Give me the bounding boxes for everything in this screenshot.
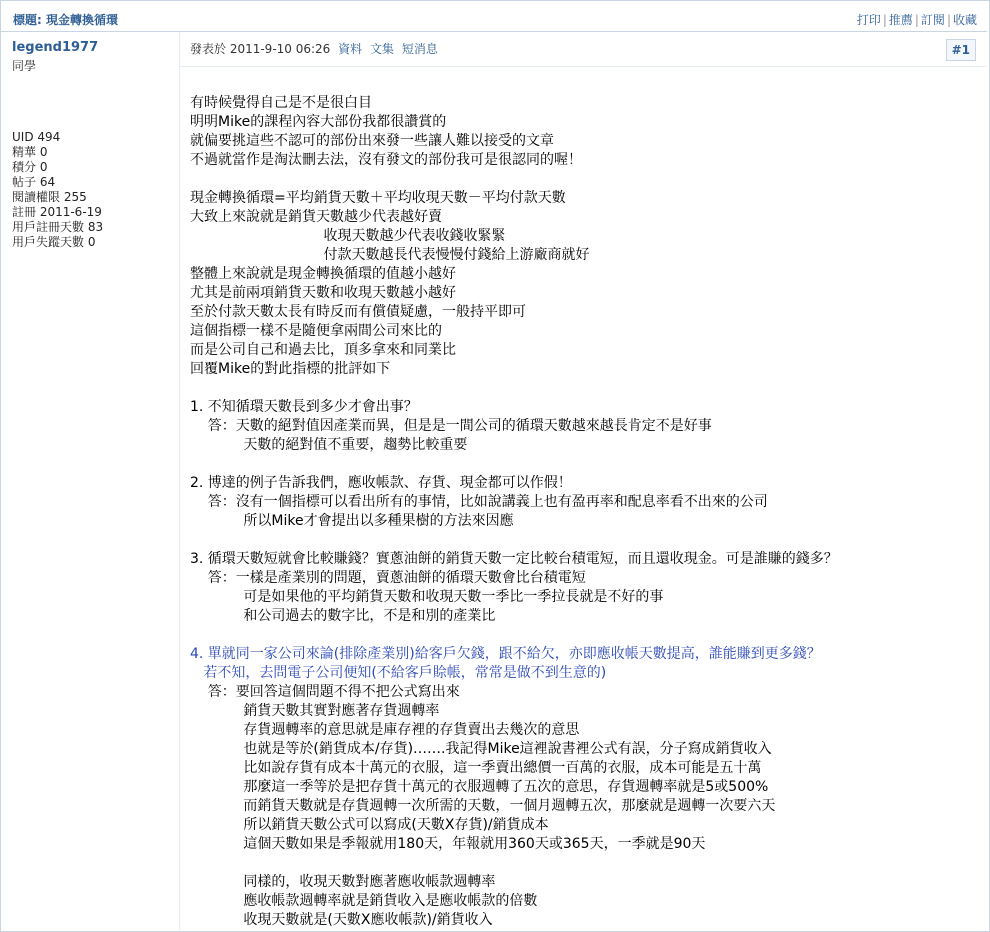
- post-body-line: [190, 626, 970, 645]
- print-link[interactable]: 打印: [856, 13, 881, 27]
- thread-title-bar: [1, 1, 987, 32]
- post-body-line: [190, 455, 970, 474]
- divider: |: [882, 13, 887, 27]
- stat-posts: 帖子 64: [12, 175, 56, 189]
- author-name[interactable]: legend1977: [12, 40, 99, 55]
- post-body-line: 明明Mike的課程內容大部份我都很讚賞的: [190, 114, 447, 130]
- profile-link[interactable]: 資料: [338, 42, 363, 56]
- subscribe-link[interactable]: 訂閱: [920, 13, 945, 27]
- post-header: [190, 40, 438, 57]
- post-body-line: 那麼這一季等於是把存貨十萬元的衣服週轉了五次的意思，存貨週轉率就是5或500%: [190, 779, 769, 795]
- post-body-line: 3. 循環天數短就會比較賺錢？實蔥油餅的銷貨天數一定比較台積電短，而且還收現金。可是誰賺的錢多？: [190, 551, 838, 567]
- post-body-line: 大致上來說就是銷貨天數越少代表越好賣: [190, 209, 442, 225]
- post-body-line: 收現天數就是(天數X應收帳款)/銷貨收入: [190, 912, 493, 928]
- post-body-line: 答：沒有一個指標可以看出所有的事情，比如說講義上也有盈再率和配息率看不出來的公司: [190, 494, 768, 510]
- post-body-line: 回覆Mike的對此指標的批評如下: [190, 361, 391, 377]
- post-body-line: 同樣的，收現天數對應著應收帳款週轉率: [190, 874, 496, 890]
- post-floor-number[interactable]: #1: [946, 39, 976, 61]
- post-body-line: 和公司過去的數字比，不是和別的產業比: [190, 608, 496, 624]
- post-body-line: 而銷貨天數就是存貨週轉一次所需的天數，一個月週轉五次，那麼就是週轉一次要六天: [190, 798, 776, 814]
- post-body-line: 就偏要挑這些不認可的部份出來發一些讓人難以接受的文章: [190, 133, 554, 149]
- post-body-line: 所以Mike才會提出以多種果樹的方法來因應: [190, 513, 514, 529]
- post-body-line: [190, 531, 970, 550]
- stat-read-permission: 閱讀權限 255: [12, 190, 87, 204]
- post-body-line: 所以銷貨天數公式可以寫成(天數X存貨)/銷貨成本: [190, 817, 549, 833]
- post-body-line: 現金轉換循環=平均銷貨天數＋平均收現天數－平均付款天數: [190, 190, 566, 206]
- thread-title: 標題: 現金轉換循環: [13, 13, 118, 27]
- thread-actions: [857, 11, 977, 28]
- post-body-line: 付款天數越長代表慢慢付錢給上游廠商就好: [190, 247, 590, 263]
- stat-digest: 精華 0: [12, 145, 48, 159]
- post-body-line: 天數的絕對值不重要，趨勢比較重要: [190, 437, 468, 453]
- post-body-line: 尤其是前兩項銷貨天數和收現天數越小越好: [190, 285, 456, 301]
- divider: |: [914, 13, 919, 27]
- post-body-line: 應收帳款週轉率就是銷貨收入是應收帳款的倍數: [190, 893, 538, 909]
- post-body-line: 存貨週轉率的意思就是庫存裡的存貨賣出去幾次的意思: [190, 722, 580, 738]
- post-body-line: 這個指標一樣不是隨便拿兩間公司來比的: [190, 323, 442, 339]
- stat-register-days: 用戶註冊天數 83: [12, 220, 104, 234]
- favorite-link[interactable]: 收藏: [952, 13, 977, 27]
- post-body-line: 也就是等於(銷貨成本/存貨)…….我記得Mike這裡說書裡公式有誤，分子寫成銷貨收入: [190, 741, 772, 757]
- post-body-line: 1. 不知循環天數長到多少才會出事？: [190, 399, 418, 415]
- recommend-link[interactable]: 推薦: [888, 13, 913, 27]
- post-body-line: [190, 170, 970, 189]
- author-stats: [12, 130, 103, 250]
- message-link[interactable]: 短消息: [401, 42, 438, 56]
- author-sidebar: [1, 32, 180, 930]
- post-body-line: 若不知，去問電子公司便知(不給客戶賒帳，常常是做不到生意的): [190, 665, 607, 681]
- stat-points: 積分 0: [12, 160, 48, 174]
- post-body-line: 答：要回答這個問題不得不把公式寫出來: [190, 684, 460, 700]
- post-body: [190, 94, 970, 930]
- post-body-line: 至於付款天數太長有時反而有償債疑慮，一般持平即可: [190, 304, 526, 320]
- post-body-line: 比如說存貨有成本十萬元的衣服，這一季賣出總價一百萬的衣服，成本可能是五十萬: [190, 760, 762, 776]
- stat-uid: UID 494: [12, 130, 61, 144]
- post-body-line: 可是如果他的平均銷貨天數和收現天數一季比一季拉長就是不好的事: [190, 589, 664, 605]
- post-body-line: 2. 博達的例子告訴我們，應收帳款、存貨、現金都可以作假！: [190, 475, 572, 491]
- header-divider: [180, 66, 986, 67]
- post-body-line: 銷貨天數其實對應著存貨週轉率: [190, 703, 440, 719]
- post-body-line: 答：天數的絕對值因產業而異，但是是一間公司的循環天數越來越長肯定不是好事: [190, 418, 712, 434]
- post-body-line: 而是公司自己和過去比，頂多拿來和同業比: [190, 342, 456, 358]
- post-body-line: 整體上來說就是現金轉換循環的值越小越好: [190, 266, 456, 282]
- post-body-line: 這個天數如果是季報就用180天，年報就用360天或365天，一季就是90天: [190, 836, 706, 852]
- stat-registered: 註冊 2011-6-19: [12, 205, 102, 219]
- post-body-line: 4. 單就同一家公司來論(排除產業別)給客戶欠錢，跟不給欠，亦即應收帳天數提高，誰能賺到更多錢？: [190, 646, 821, 662]
- author-rank: 同學: [12, 59, 37, 73]
- divider: |: [946, 13, 951, 27]
- post-body-line: [190, 379, 970, 398]
- post-body-line: [190, 854, 970, 873]
- post-body-line: 不過就當作是淘汰刪去法，沒有發文的部份我可是很認同的喔！: [190, 152, 582, 168]
- post-body-line: 有時候覺得自己是不是很白目: [190, 95, 372, 111]
- post-date: 發表於 2011-9-10 06:26: [190, 42, 331, 56]
- stat-missing-days: 用戶失蹤天數 0: [12, 235, 96, 249]
- blog-link[interactable]: 文集: [370, 42, 395, 56]
- post-body-line: 收現天數越少代表收錢收緊緊: [190, 228, 506, 244]
- post-body-line: 答：一樣是產業別的問題，賣蔥油餅的循環天數會比台積電短: [190, 570, 586, 586]
